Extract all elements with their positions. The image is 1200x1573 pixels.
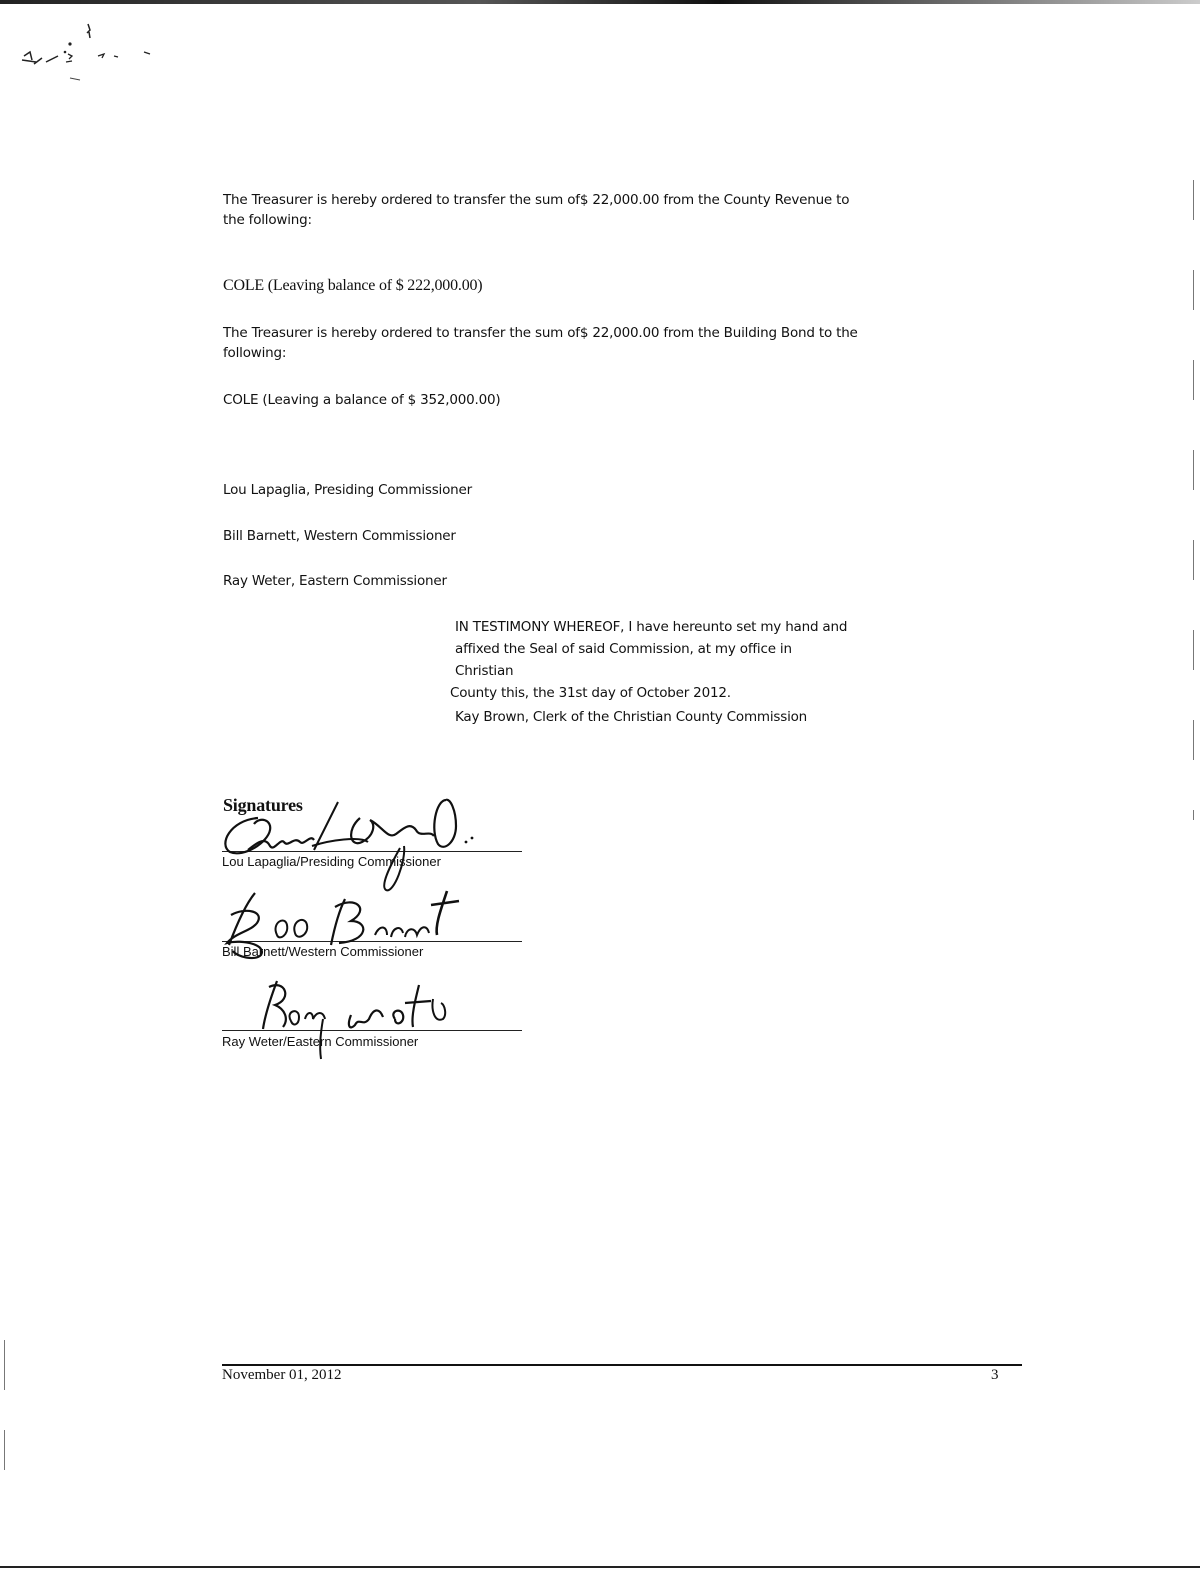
signature-label-barnett: Bill Barnett/Western Commissioner xyxy=(222,944,424,959)
footer-date: November 01, 2012 xyxy=(222,1367,342,1383)
clerk-name: Kay Brown, Clerk of the Christian County Commission xyxy=(455,709,808,725)
signature-label-lapaglia: Lou Lapaglia/Presiding Commissioner xyxy=(222,854,441,869)
testimony-block xyxy=(450,616,850,704)
margin-scribble-mark xyxy=(18,18,168,88)
testimony-line-1: IN TESTIMONY WHEREOF, I have hereunto set my hand and xyxy=(455,619,848,635)
commissioner-presiding: Lou Lapaglia, Presiding Commissioner xyxy=(223,482,472,498)
handwritten-signature-weter xyxy=(255,975,475,1065)
commissioner-western: Bill Barnett, Western Commissioner xyxy=(223,528,456,544)
testimony-line-2: affixed the Seal of said Commission, at my office in Christian xyxy=(455,641,792,679)
scan-edge-bottom xyxy=(0,1566,1200,1568)
cole-balance-line-2: COLE (Leaving a balance of $ 352,000.00) xyxy=(223,392,501,408)
commissioner-eastern: Ray Weter, Eastern Commissioner xyxy=(223,573,447,589)
transfer-paragraph-county-revenue: The Treasurer is hereby ordered to transfer the sum of$ 22,000.00 from the County Revenue to the following: xyxy=(223,192,850,228)
handwritten-signature-barnett xyxy=(215,885,475,960)
signatures-heading: Signatures xyxy=(223,795,303,815)
cole-balance-line-1: COLE (Leaving balance of $ 222,000.00) xyxy=(223,277,483,294)
scan-edge-left xyxy=(4,1340,5,1470)
testimony-line-3: County this, the 31st day of October 2012. xyxy=(450,685,731,701)
signature-label-weter: Ray Weter/Eastern Commissioner xyxy=(222,1034,419,1049)
footer-rule xyxy=(222,1364,1022,1366)
footer-page-number: 3 xyxy=(991,1367,999,1383)
scan-edge-right xyxy=(1193,180,1194,820)
scan-edge-top xyxy=(0,0,1200,4)
transfer-paragraph-building-bond: The Treasurer is hereby ordered to transfer the sum of$ 22,000.00 from the Building Bond to the following: xyxy=(223,325,858,361)
handwritten-signature-lapaglia xyxy=(210,790,510,900)
